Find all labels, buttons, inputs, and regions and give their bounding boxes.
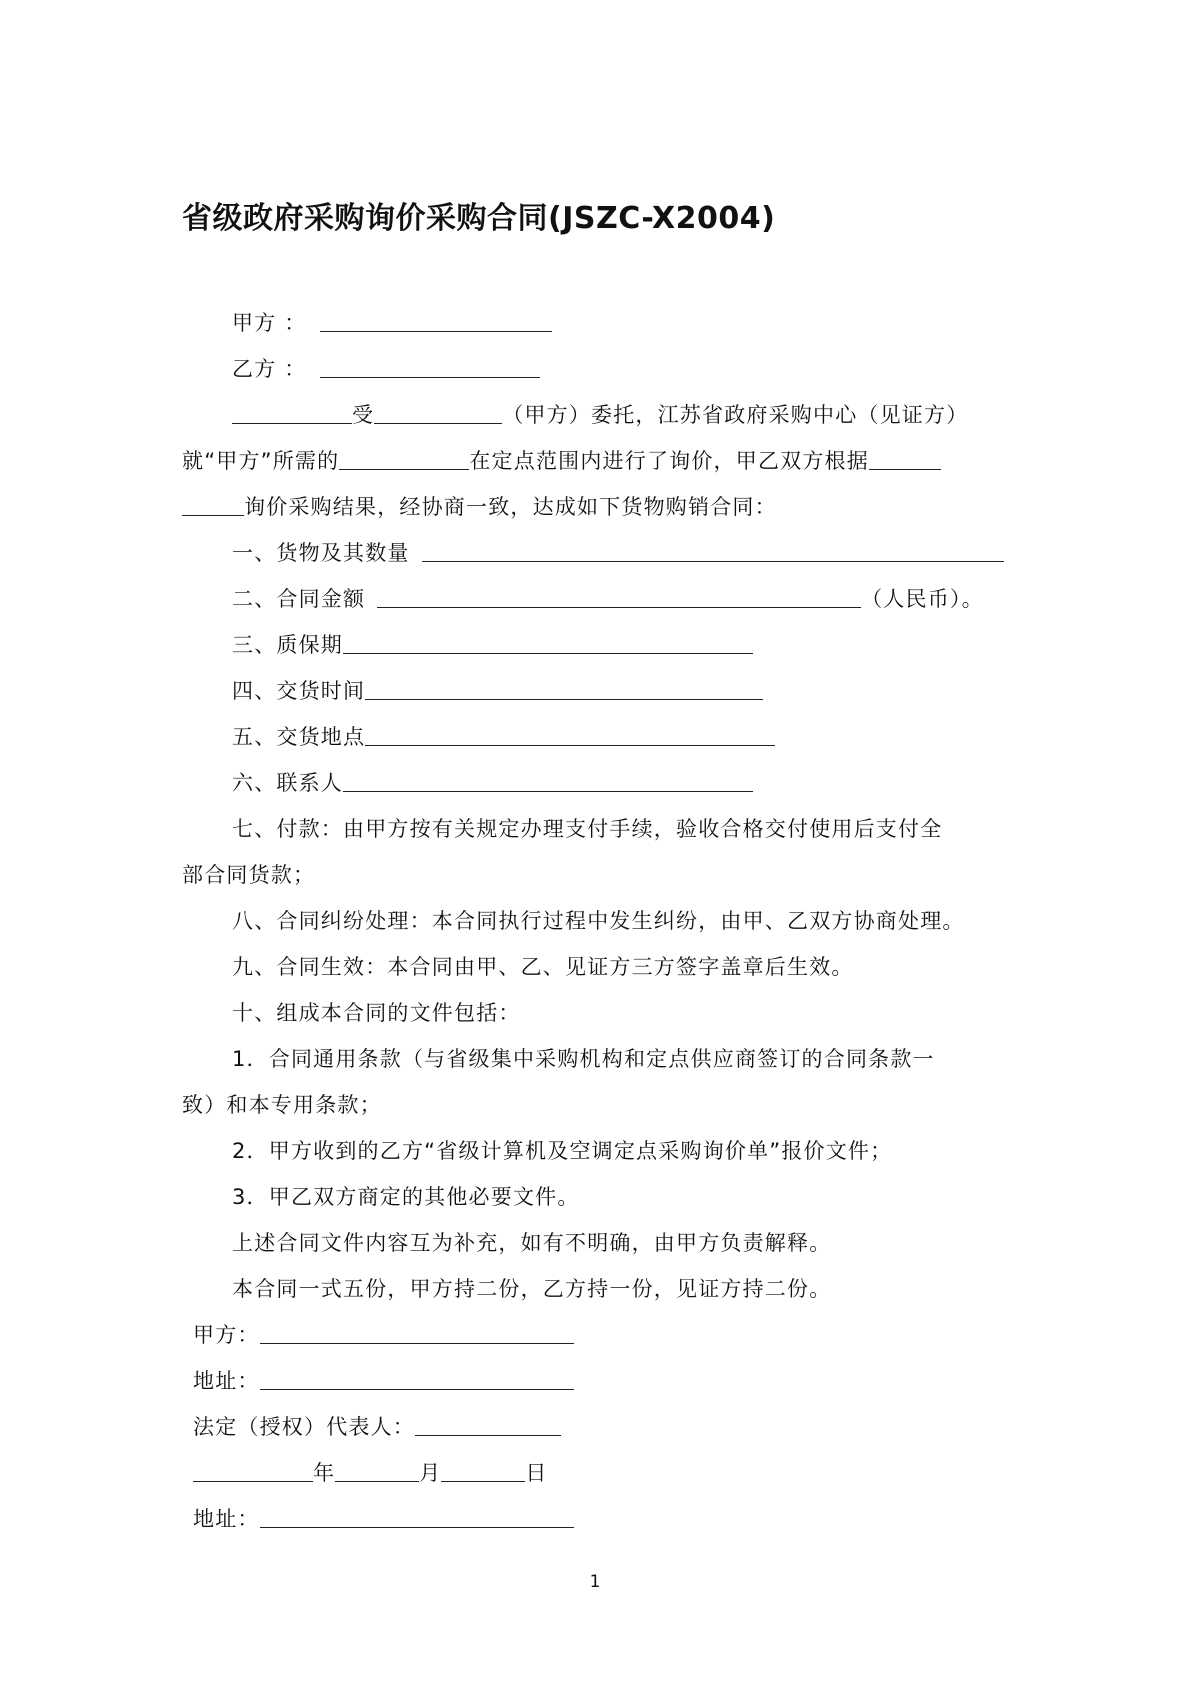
page-number: 1	[589, 1572, 601, 1592]
item-delivery-place	[232, 722, 775, 752]
date-year-label: 年	[313, 1461, 336, 1485]
note-interpretation: 上述合同文件内容互为补充，如有不明确，由甲方负责解释。	[232, 1231, 832, 1255]
date-year-blank	[193, 1459, 313, 1482]
item-effective: 九、合同生效：本合同由甲、乙、见证方三方签字盖章后生效。	[232, 955, 854, 979]
entrust-text-2: （甲方）委托，江苏省政府采购中心（见证方）	[502, 403, 969, 427]
sub-item-2: 2．甲方收到的乙方“省级计算机及空调定点采购询价单”报价文件；	[232, 1139, 893, 1163]
party-b-label: 乙方 ：	[232, 357, 307, 381]
party-a-line	[232, 308, 552, 338]
date-day-label: 日	[525, 1461, 548, 1485]
sign-address-label: 地址：	[193, 1369, 260, 1393]
item-payment-line-1: 七、付款：由甲方按有关规定办理支付手续，验收合格交付使用后支付全	[232, 817, 943, 841]
sign-representative-blank	[415, 1413, 561, 1436]
item-delivery-place-label: 五、交货地点	[232, 725, 366, 749]
item-delivery-time-label: 四、交货时间	[232, 679, 366, 703]
entrust-line-3	[182, 492, 777, 522]
item-contact-label: 六、联系人	[232, 771, 343, 795]
item-dispute: 八、合同纠纷处理：本合同执行过程中发生纠纷，由甲、乙双方协商处理。	[232, 909, 965, 933]
item-goods-blank	[422, 539, 1004, 562]
entrust-blank-3	[339, 447, 469, 470]
sign-address-blank	[260, 1367, 574, 1390]
item-contact	[232, 768, 753, 798]
sign-address-2	[193, 1504, 574, 1534]
date-day-blank	[441, 1459, 525, 1482]
item-payment-line-2: 部合同货款；	[182, 863, 316, 887]
item-goods	[232, 538, 1004, 568]
item-contact-blank	[343, 769, 753, 792]
entrust-blank-4	[869, 447, 941, 470]
party-a-label: 甲方 ：	[232, 311, 307, 335]
entrust-blank-5	[182, 493, 244, 516]
sub-item-3: 3．甲乙双方商定的其他必要文件。	[232, 1185, 580, 1209]
sign-address-2-label: 地址：	[193, 1507, 260, 1531]
sign-party-a-blank	[260, 1321, 574, 1344]
party-b-line	[232, 354, 540, 384]
party-b-blank	[320, 355, 540, 378]
sign-address	[193, 1366, 574, 1396]
entrust-line-2	[182, 446, 941, 476]
item-delivery-place-blank	[365, 723, 775, 746]
item-goods-label: 一、货物及其数量	[232, 541, 410, 565]
entrust-line-1	[232, 400, 968, 430]
item-warranty-blank	[343, 631, 753, 654]
item-amount-blank	[377, 585, 861, 608]
item-documents: 十、组成本合同的文件包括：	[232, 1001, 521, 1025]
sign-representative	[193, 1412, 561, 1442]
party-a-blank	[320, 309, 552, 332]
entrust-blank-1	[232, 401, 352, 424]
item-amount-suffix: （人民币）。	[861, 587, 984, 611]
entrust-blank-2	[374, 401, 502, 424]
item-delivery-time-blank	[365, 677, 763, 700]
sign-date	[193, 1458, 548, 1488]
item-delivery-time	[232, 676, 763, 706]
sign-representative-label: 法定（授权）代表人：	[193, 1415, 415, 1439]
sub-item-1-line-2: 致）和本专用条款；	[182, 1093, 382, 1117]
item-amount-label: 二、合同金额	[232, 587, 366, 611]
entrust-text-1: 受	[352, 403, 375, 427]
date-month-blank	[335, 1459, 419, 1482]
sign-party-a-label: 甲方：	[193, 1323, 260, 1347]
note-copies: 本合同一式五份，甲方持二份，乙方持一份，见证方持二份。	[232, 1277, 832, 1301]
sub-item-1-line-1: 1．合同通用条款（与省级集中采购机构和定点供应商签订的合同条款一	[232, 1047, 935, 1071]
sign-party-a	[193, 1320, 574, 1350]
item-amount	[232, 584, 984, 614]
entrust-text-4: 在定点范围内进行了询价，甲乙双方根据	[469, 449, 869, 473]
entrust-text-3: 就“甲方”所需的	[182, 449, 340, 473]
item-warranty	[232, 630, 753, 660]
sign-address-2-blank	[260, 1505, 574, 1528]
item-warranty-label: 三、质保期	[232, 633, 343, 657]
document-title: 省级政府采购询价采购合同(JSZC-X2004)	[182, 201, 776, 236]
entrust-text-5: 询价采购结果，经协商一致，达成如下货物购销合同：	[244, 495, 777, 519]
date-month-label: 月	[419, 1461, 442, 1485]
